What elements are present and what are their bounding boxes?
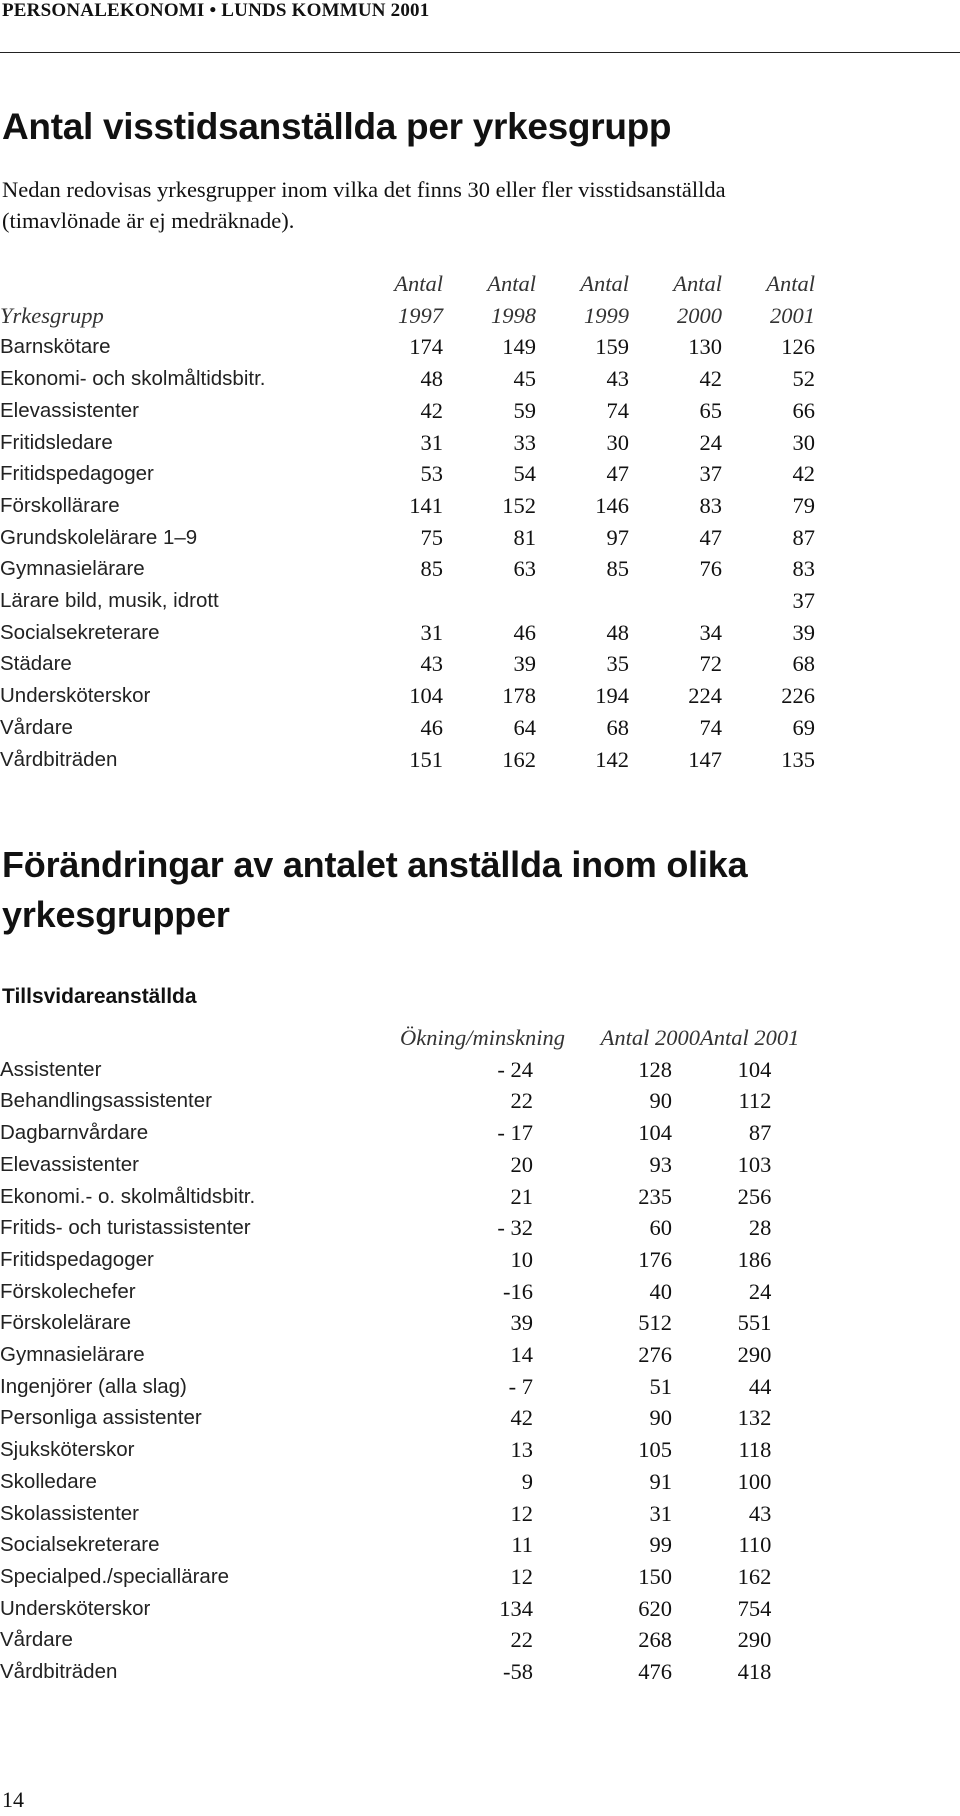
row-label: Fritidsledare xyxy=(0,430,113,454)
cell-value: - 24 xyxy=(497,1056,533,1082)
table-row xyxy=(0,617,815,649)
cell-value: 12 xyxy=(510,1500,533,1526)
cell-value: 235 xyxy=(638,1183,672,1209)
table-row xyxy=(0,1371,799,1403)
cell-value: 290 xyxy=(737,1342,772,1368)
table-row xyxy=(0,1339,799,1371)
row-label: Fritidspedagoger xyxy=(0,1247,154,1271)
row-label: Städare xyxy=(0,652,72,676)
running-header: PERSONALEKONOMI • LUNDS KOMMUN 2001 xyxy=(2,0,430,21)
row-label: Förskolelärare xyxy=(0,1311,132,1335)
section1-intro: Nedan redovisas yrkesgrupper inom vilka det finns 30 eller fler visstidsanställda (timavlönade är ej medräknade). xyxy=(2,177,726,233)
cell-value: - 32 xyxy=(497,1215,533,1241)
cell-value: 141 xyxy=(409,492,443,518)
column-header xyxy=(0,268,350,300)
cell-value: 46 xyxy=(420,714,443,740)
cell-value: 135 xyxy=(781,746,815,772)
cell-value: 152 xyxy=(502,492,536,518)
cell-value: 105 xyxy=(638,1437,672,1463)
cell-value: 30 xyxy=(606,429,629,455)
cell-value: 103 xyxy=(737,1151,772,1177)
table-header-row xyxy=(0,268,815,300)
cell-value: 60 xyxy=(649,1215,672,1241)
row-label: Personliga assistenter xyxy=(0,1406,202,1430)
row-label: Grundskolelärare 1–9 xyxy=(0,525,198,549)
cell-value: 118 xyxy=(738,1437,772,1463)
cell-value: 256 xyxy=(737,1183,772,1209)
cell-value: 87 xyxy=(792,524,815,550)
cell-value: 87 xyxy=(748,1120,772,1146)
row-label: Skolassistenter xyxy=(0,1501,140,1525)
row-label: Socialsekreterare xyxy=(0,620,160,644)
cell-value: 34 xyxy=(699,619,722,645)
cell-value: 178 xyxy=(502,683,536,709)
cell-value: 14 xyxy=(510,1342,533,1368)
column-header: 1997 xyxy=(398,302,443,328)
row-label: Behandlingsassistenter xyxy=(0,1089,212,1113)
cell-value: 476 xyxy=(638,1659,672,1685)
cell-value: 91 xyxy=(649,1468,672,1494)
cell-value: 620 xyxy=(638,1595,672,1621)
page-number: 14 xyxy=(2,1787,24,1812)
cell-value: 46 xyxy=(513,619,536,645)
cell-value: 59 xyxy=(513,397,536,423)
cell-value: 90 xyxy=(649,1088,672,1114)
row-label: Gymnasielärare xyxy=(0,557,145,581)
row-label: Gymnasielärare xyxy=(0,1343,145,1367)
row-label: Ingenjörer (alla slag) xyxy=(0,1374,187,1398)
cell-value: 64 xyxy=(513,714,536,740)
row-label: Vårdare xyxy=(0,715,73,739)
cell-value: 52 xyxy=(792,366,815,392)
cell-value: 93 xyxy=(649,1151,672,1177)
column-header: Ökning/minskning xyxy=(400,1025,565,1050)
row-label: Vårdbiträden xyxy=(0,747,118,771)
cell-value: 176 xyxy=(638,1246,672,1272)
row-label: Elevassistenter xyxy=(0,398,140,422)
cell-value: - 7 xyxy=(508,1373,533,1399)
cell-value: 90 xyxy=(649,1405,672,1431)
cell-value: 10 xyxy=(510,1246,533,1272)
cell-value: 44 xyxy=(748,1373,772,1399)
table-row xyxy=(0,395,815,427)
cell-value: 104 xyxy=(409,683,443,709)
cell-value: 37 xyxy=(792,588,815,614)
cell-value: 47 xyxy=(699,524,722,550)
cell-value: 150 xyxy=(638,1563,672,1589)
column-header: Antal xyxy=(487,271,536,296)
cell-value: 31 xyxy=(649,1500,672,1526)
table-row xyxy=(0,680,815,712)
cell-value: 9 xyxy=(521,1468,533,1494)
row-label: Fritids- och turistassistenter xyxy=(0,1216,251,1240)
cell-value: 85 xyxy=(606,556,629,582)
cell-value xyxy=(350,585,443,617)
table-row xyxy=(0,458,815,490)
cell-value: 31 xyxy=(420,429,443,455)
table-header-row xyxy=(0,1022,799,1054)
visstid-table xyxy=(0,268,815,775)
table-row xyxy=(0,648,815,680)
column-header: Antal xyxy=(766,271,815,296)
cell-value: 68 xyxy=(606,714,629,740)
cell-value: 110 xyxy=(738,1532,772,1558)
cell-value: 128 xyxy=(638,1056,672,1082)
cell-value: 112 xyxy=(738,1088,772,1114)
cell-value: 31 xyxy=(420,619,443,645)
cell-value: 20 xyxy=(510,1151,533,1177)
cell-value: 65 xyxy=(699,397,722,423)
table-row xyxy=(0,1149,799,1181)
cell-value: 22 xyxy=(510,1088,533,1114)
cell-value: 12 xyxy=(510,1563,533,1589)
table-row xyxy=(0,427,815,459)
row-label: Undersköterskor xyxy=(0,684,151,708)
column-header: Antal xyxy=(394,271,443,296)
cell-value: 74 xyxy=(606,397,629,423)
table-row xyxy=(0,1181,799,1213)
column-header: 1999 xyxy=(584,302,629,328)
cell-value: 104 xyxy=(638,1120,672,1146)
cell-value: 22 xyxy=(510,1627,533,1653)
cell-value: - 17 xyxy=(497,1120,533,1146)
column-header: Antal 2001 xyxy=(700,1025,800,1050)
cell-value: 149 xyxy=(502,334,536,360)
cell-value: 42 xyxy=(510,1405,533,1431)
cell-value: 76 xyxy=(699,556,722,582)
cell-value: 104 xyxy=(737,1056,772,1082)
cell-value: 28 xyxy=(748,1215,772,1241)
cell-value: 174 xyxy=(409,334,443,360)
cell-value: 162 xyxy=(737,1563,772,1589)
cell-value: 39 xyxy=(792,619,815,645)
cell-value: 69 xyxy=(792,714,815,740)
row-label: Fritidspedagoger xyxy=(0,462,154,486)
cell-value: 66 xyxy=(792,397,815,423)
cell-value: 63 xyxy=(513,556,536,582)
cell-value: 53 xyxy=(420,461,443,487)
cell-value: 42 xyxy=(792,461,815,487)
cell-value: 224 xyxy=(688,683,722,709)
column-header: Antal xyxy=(673,271,722,296)
cell-value: 39 xyxy=(513,651,536,677)
table-row xyxy=(0,1561,799,1593)
column-header: Yrkesgrupp xyxy=(0,302,104,328)
row-label: Lärare bild, musik, idrott xyxy=(0,589,219,613)
cell-value: 132 xyxy=(737,1405,772,1431)
column-header: 2001 xyxy=(770,302,815,328)
table-row xyxy=(0,1593,799,1625)
row-label: Skolledare xyxy=(0,1469,97,1493)
table-row xyxy=(0,331,815,363)
row-label: Specialped./speciallärare xyxy=(0,1564,230,1588)
cell-value: 13 xyxy=(510,1437,533,1463)
cell-value: 159 xyxy=(595,334,629,360)
cell-value: 85 xyxy=(420,556,443,582)
cell-value: 43 xyxy=(748,1500,772,1526)
cell-value: 418 xyxy=(737,1659,772,1685)
cell-value: 48 xyxy=(606,619,629,645)
section1-title: Antal visstidsanställda per yrkesgrupp xyxy=(2,106,672,147)
cell-value: 30 xyxy=(792,429,815,455)
cell-value: 754 xyxy=(737,1595,772,1621)
cell-value: 194 xyxy=(595,683,629,709)
cell-value xyxy=(629,585,722,617)
table-row xyxy=(0,1212,799,1244)
table-row xyxy=(0,522,815,554)
cell-value xyxy=(536,585,629,617)
cell-value: 45 xyxy=(513,366,536,392)
cell-value: 72 xyxy=(699,651,722,677)
cell-value: 48 xyxy=(420,366,443,392)
cell-value: 151 xyxy=(409,746,443,772)
cell-value: 134 xyxy=(499,1595,533,1621)
cell-value: 11 xyxy=(511,1532,533,1558)
cell-value: 43 xyxy=(420,651,443,677)
row-label: Vårdare xyxy=(0,1628,73,1652)
table-row xyxy=(0,363,815,395)
row-label: Vårdbiträden xyxy=(0,1660,118,1684)
cell-value: 47 xyxy=(606,461,629,487)
cell-value: 276 xyxy=(638,1342,672,1368)
cell-value: 146 xyxy=(595,492,629,518)
table-row xyxy=(0,585,815,617)
table-row xyxy=(0,1434,799,1466)
row-label: Dagbarnvårdare xyxy=(0,1121,149,1145)
cell-value: 54 xyxy=(513,461,536,487)
column-header: Antal 2000 xyxy=(600,1025,700,1050)
row-label: Assistenter xyxy=(0,1057,102,1081)
row-label: Barnskötare xyxy=(0,335,111,359)
row-label: Sjuksköterskor xyxy=(0,1438,135,1462)
table-row xyxy=(0,1466,799,1498)
cell-value: 42 xyxy=(699,366,722,392)
table-row xyxy=(0,712,815,744)
page-header xyxy=(0,0,960,53)
cell-value: 512 xyxy=(638,1310,672,1336)
table-row xyxy=(0,1085,799,1117)
row-label: Socialsekreterare xyxy=(0,1533,160,1557)
table-row xyxy=(0,1276,799,1308)
cell-value: 21 xyxy=(510,1183,533,1209)
cell-value: 162 xyxy=(502,746,536,772)
column-header: 2000 xyxy=(677,302,722,328)
column-header xyxy=(0,1022,350,1054)
cell-value: 35 xyxy=(606,651,629,677)
table-row xyxy=(0,1529,799,1561)
row-label: Ekonomi- och skolmåltidsbitr. xyxy=(0,367,266,391)
table-row xyxy=(0,1117,799,1149)
row-label: Förskollärare xyxy=(0,493,120,517)
tillsvidare-table xyxy=(0,1022,799,1688)
table-header-row xyxy=(0,300,815,332)
table-row xyxy=(0,490,815,522)
cell-value: 226 xyxy=(781,683,815,709)
cell-value: 186 xyxy=(737,1246,772,1272)
row-label: Elevassistenter xyxy=(0,1152,140,1176)
table-row xyxy=(0,1498,799,1530)
row-label: Förskolechefer xyxy=(0,1279,136,1303)
cell-value: 75 xyxy=(420,524,443,550)
cell-value: 551 xyxy=(737,1310,772,1336)
table-row xyxy=(0,1244,799,1276)
cell-value: 83 xyxy=(699,492,722,518)
table-row xyxy=(0,744,815,776)
cell-value: 130 xyxy=(688,334,722,360)
cell-value: 24 xyxy=(699,429,722,455)
row-label: Undersköterskor xyxy=(0,1596,151,1620)
cell-value: -58 xyxy=(503,1659,533,1685)
cell-value: 83 xyxy=(792,556,815,582)
cell-value: 51 xyxy=(649,1373,672,1399)
section2-subtitle: Tillsvidareanställda xyxy=(2,985,197,1008)
table-row xyxy=(0,1656,799,1688)
cell-value: 97 xyxy=(606,524,629,550)
table-row xyxy=(0,553,815,585)
cell-value: 290 xyxy=(737,1627,772,1653)
cell-value: 79 xyxy=(792,492,815,518)
table-row xyxy=(0,1307,799,1339)
cell-value: 147 xyxy=(688,746,722,772)
cell-value: 126 xyxy=(781,334,815,360)
cell-value: 68 xyxy=(792,651,815,677)
cell-value: 42 xyxy=(420,397,443,423)
cell-value: 100 xyxy=(737,1468,772,1494)
cell-value xyxy=(443,585,536,617)
cell-value: 142 xyxy=(595,746,629,772)
cell-value: 24 xyxy=(748,1278,772,1304)
cell-value: 268 xyxy=(638,1627,672,1653)
column-header: 1998 xyxy=(491,302,536,328)
section2-title: Förändringar av antalet anställda inom olika yrkesgrupper xyxy=(2,844,748,935)
cell-value: 74 xyxy=(699,714,722,740)
cell-value: 99 xyxy=(649,1532,672,1558)
table-row xyxy=(0,1054,799,1086)
cell-value: 39 xyxy=(510,1310,533,1336)
cell-value: 43 xyxy=(606,366,629,392)
cell-value: 40 xyxy=(649,1278,672,1304)
cell-value: 37 xyxy=(699,461,722,487)
cell-value: 33 xyxy=(513,429,536,455)
table-row xyxy=(0,1402,799,1434)
column-header: Antal xyxy=(580,271,629,296)
row-label: Ekonomi.- o. skolmåltidsbitr. xyxy=(0,1184,256,1208)
cell-value: -16 xyxy=(503,1278,533,1304)
cell-value: 81 xyxy=(513,524,536,550)
table-row xyxy=(0,1624,799,1656)
